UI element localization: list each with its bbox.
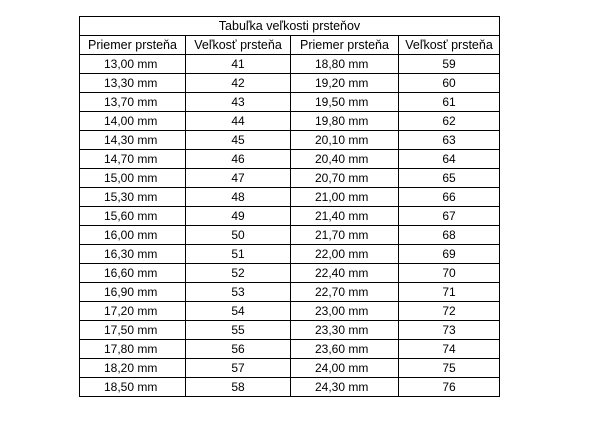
- size-cell: 46: [186, 150, 291, 169]
- diameter-cell: 16,30 mm: [80, 245, 186, 264]
- size-cell: 70: [399, 264, 500, 283]
- diameter-cell: 17,50 mm: [80, 321, 186, 340]
- size-cell: 60: [399, 74, 500, 93]
- size-cell: 71: [399, 283, 500, 302]
- size-cell: 62: [399, 112, 500, 131]
- table-body: [80, 55, 500, 397]
- table-row: [80, 378, 500, 397]
- diameter-cell: 22,70 mm: [291, 283, 399, 302]
- diameter-cell: 21,00 mm: [291, 188, 399, 207]
- table-row: [80, 226, 500, 245]
- diameter-cell: 15,00 mm: [80, 169, 186, 188]
- table-row: [80, 207, 500, 226]
- header-size-2: Veľkosť prsteňa: [399, 36, 500, 55]
- size-cell: 66: [399, 188, 500, 207]
- diameter-cell: 20,70 mm: [291, 169, 399, 188]
- table-row: [80, 93, 500, 112]
- diameter-cell: 23,30 mm: [291, 321, 399, 340]
- size-cell: 63: [399, 131, 500, 150]
- diameter-cell: 17,80 mm: [80, 340, 186, 359]
- header-row: [80, 36, 500, 55]
- diameter-cell: 20,40 mm: [291, 150, 399, 169]
- size-cell: 45: [186, 131, 291, 150]
- size-cell: 59: [399, 55, 500, 74]
- size-cell: 53: [186, 283, 291, 302]
- size-cell: 47: [186, 169, 291, 188]
- diameter-cell: 14,30 mm: [80, 131, 186, 150]
- table-row: [80, 245, 500, 264]
- size-cell: 73: [399, 321, 500, 340]
- diameter-cell: 13,70 mm: [80, 93, 186, 112]
- diameter-cell: 14,70 mm: [80, 150, 186, 169]
- table-row: [80, 321, 500, 340]
- title-row: [80, 17, 500, 36]
- header-diameter-1: Priemer prsteňa: [80, 36, 186, 55]
- diameter-cell: 18,50 mm: [80, 378, 186, 397]
- size-cell: 74: [399, 340, 500, 359]
- size-cell: 50: [186, 226, 291, 245]
- size-cell: 51: [186, 245, 291, 264]
- diameter-cell: 22,40 mm: [291, 264, 399, 283]
- table-row: [80, 283, 500, 302]
- table-title: Tabuľka veľkosti prsteňov: [80, 17, 500, 36]
- header-size-1: Veľkosť prsteňa: [186, 36, 291, 55]
- diameter-cell: 24,30 mm: [291, 378, 399, 397]
- diameter-cell: 17,20 mm: [80, 302, 186, 321]
- table-row: [80, 264, 500, 283]
- diameter-cell: 21,70 mm: [291, 226, 399, 245]
- diameter-cell: 13,30 mm: [80, 74, 186, 93]
- size-cell: 64: [399, 150, 500, 169]
- size-cell: 48: [186, 188, 291, 207]
- size-cell: 72: [399, 302, 500, 321]
- size-cell: 43: [186, 93, 291, 112]
- size-cell: 61: [399, 93, 500, 112]
- size-cell: 42: [186, 74, 291, 93]
- size-cell: 76: [399, 378, 500, 397]
- size-cell: 67: [399, 207, 500, 226]
- table-row: [80, 112, 500, 131]
- size-cell: 44: [186, 112, 291, 131]
- table-head: [80, 17, 500, 55]
- diameter-cell: 20,10 mm: [291, 131, 399, 150]
- header-diameter-2: Priemer prsteňa: [291, 36, 399, 55]
- diameter-cell: 13,00 mm: [80, 55, 186, 74]
- diameter-cell: 23,00 mm: [291, 302, 399, 321]
- diameter-cell: 23,60 mm: [291, 340, 399, 359]
- diameter-cell: 14,00 mm: [80, 112, 186, 131]
- diameter-cell: 18,20 mm: [80, 359, 186, 378]
- diameter-cell: 21,40 mm: [291, 207, 399, 226]
- ring-size-table: [79, 16, 500, 397]
- table-row: [80, 340, 500, 359]
- size-cell: 57: [186, 359, 291, 378]
- table-row: [80, 188, 500, 207]
- table-row: [80, 359, 500, 378]
- diameter-cell: 19,50 mm: [291, 93, 399, 112]
- diameter-cell: 19,20 mm: [291, 74, 399, 93]
- table-row: [80, 302, 500, 321]
- size-cell: 52: [186, 264, 291, 283]
- table-row: [80, 55, 500, 74]
- diameter-cell: 22,00 mm: [291, 245, 399, 264]
- diameter-cell: 18,80 mm: [291, 55, 399, 74]
- diameter-cell: 15,60 mm: [80, 207, 186, 226]
- size-cell: 41: [186, 55, 291, 74]
- table-row: [80, 131, 500, 150]
- diameter-cell: 16,00 mm: [80, 226, 186, 245]
- size-cell: 54: [186, 302, 291, 321]
- size-cell: 58: [186, 378, 291, 397]
- size-cell: 68: [399, 226, 500, 245]
- diameter-cell: 16,90 mm: [80, 283, 186, 302]
- size-cell: 75: [399, 359, 500, 378]
- size-cell: 56: [186, 340, 291, 359]
- size-cell: 55: [186, 321, 291, 340]
- diameter-cell: 16,60 mm: [80, 264, 186, 283]
- diameter-cell: 24,00 mm: [291, 359, 399, 378]
- size-cell: 69: [399, 245, 500, 264]
- table-row: [80, 169, 500, 188]
- size-cell: 49: [186, 207, 291, 226]
- size-cell: 65: [399, 169, 500, 188]
- table-row: [80, 150, 500, 169]
- diameter-cell: 19,80 mm: [291, 112, 399, 131]
- table-row: [80, 74, 500, 93]
- diameter-cell: 15,30 mm: [80, 188, 186, 207]
